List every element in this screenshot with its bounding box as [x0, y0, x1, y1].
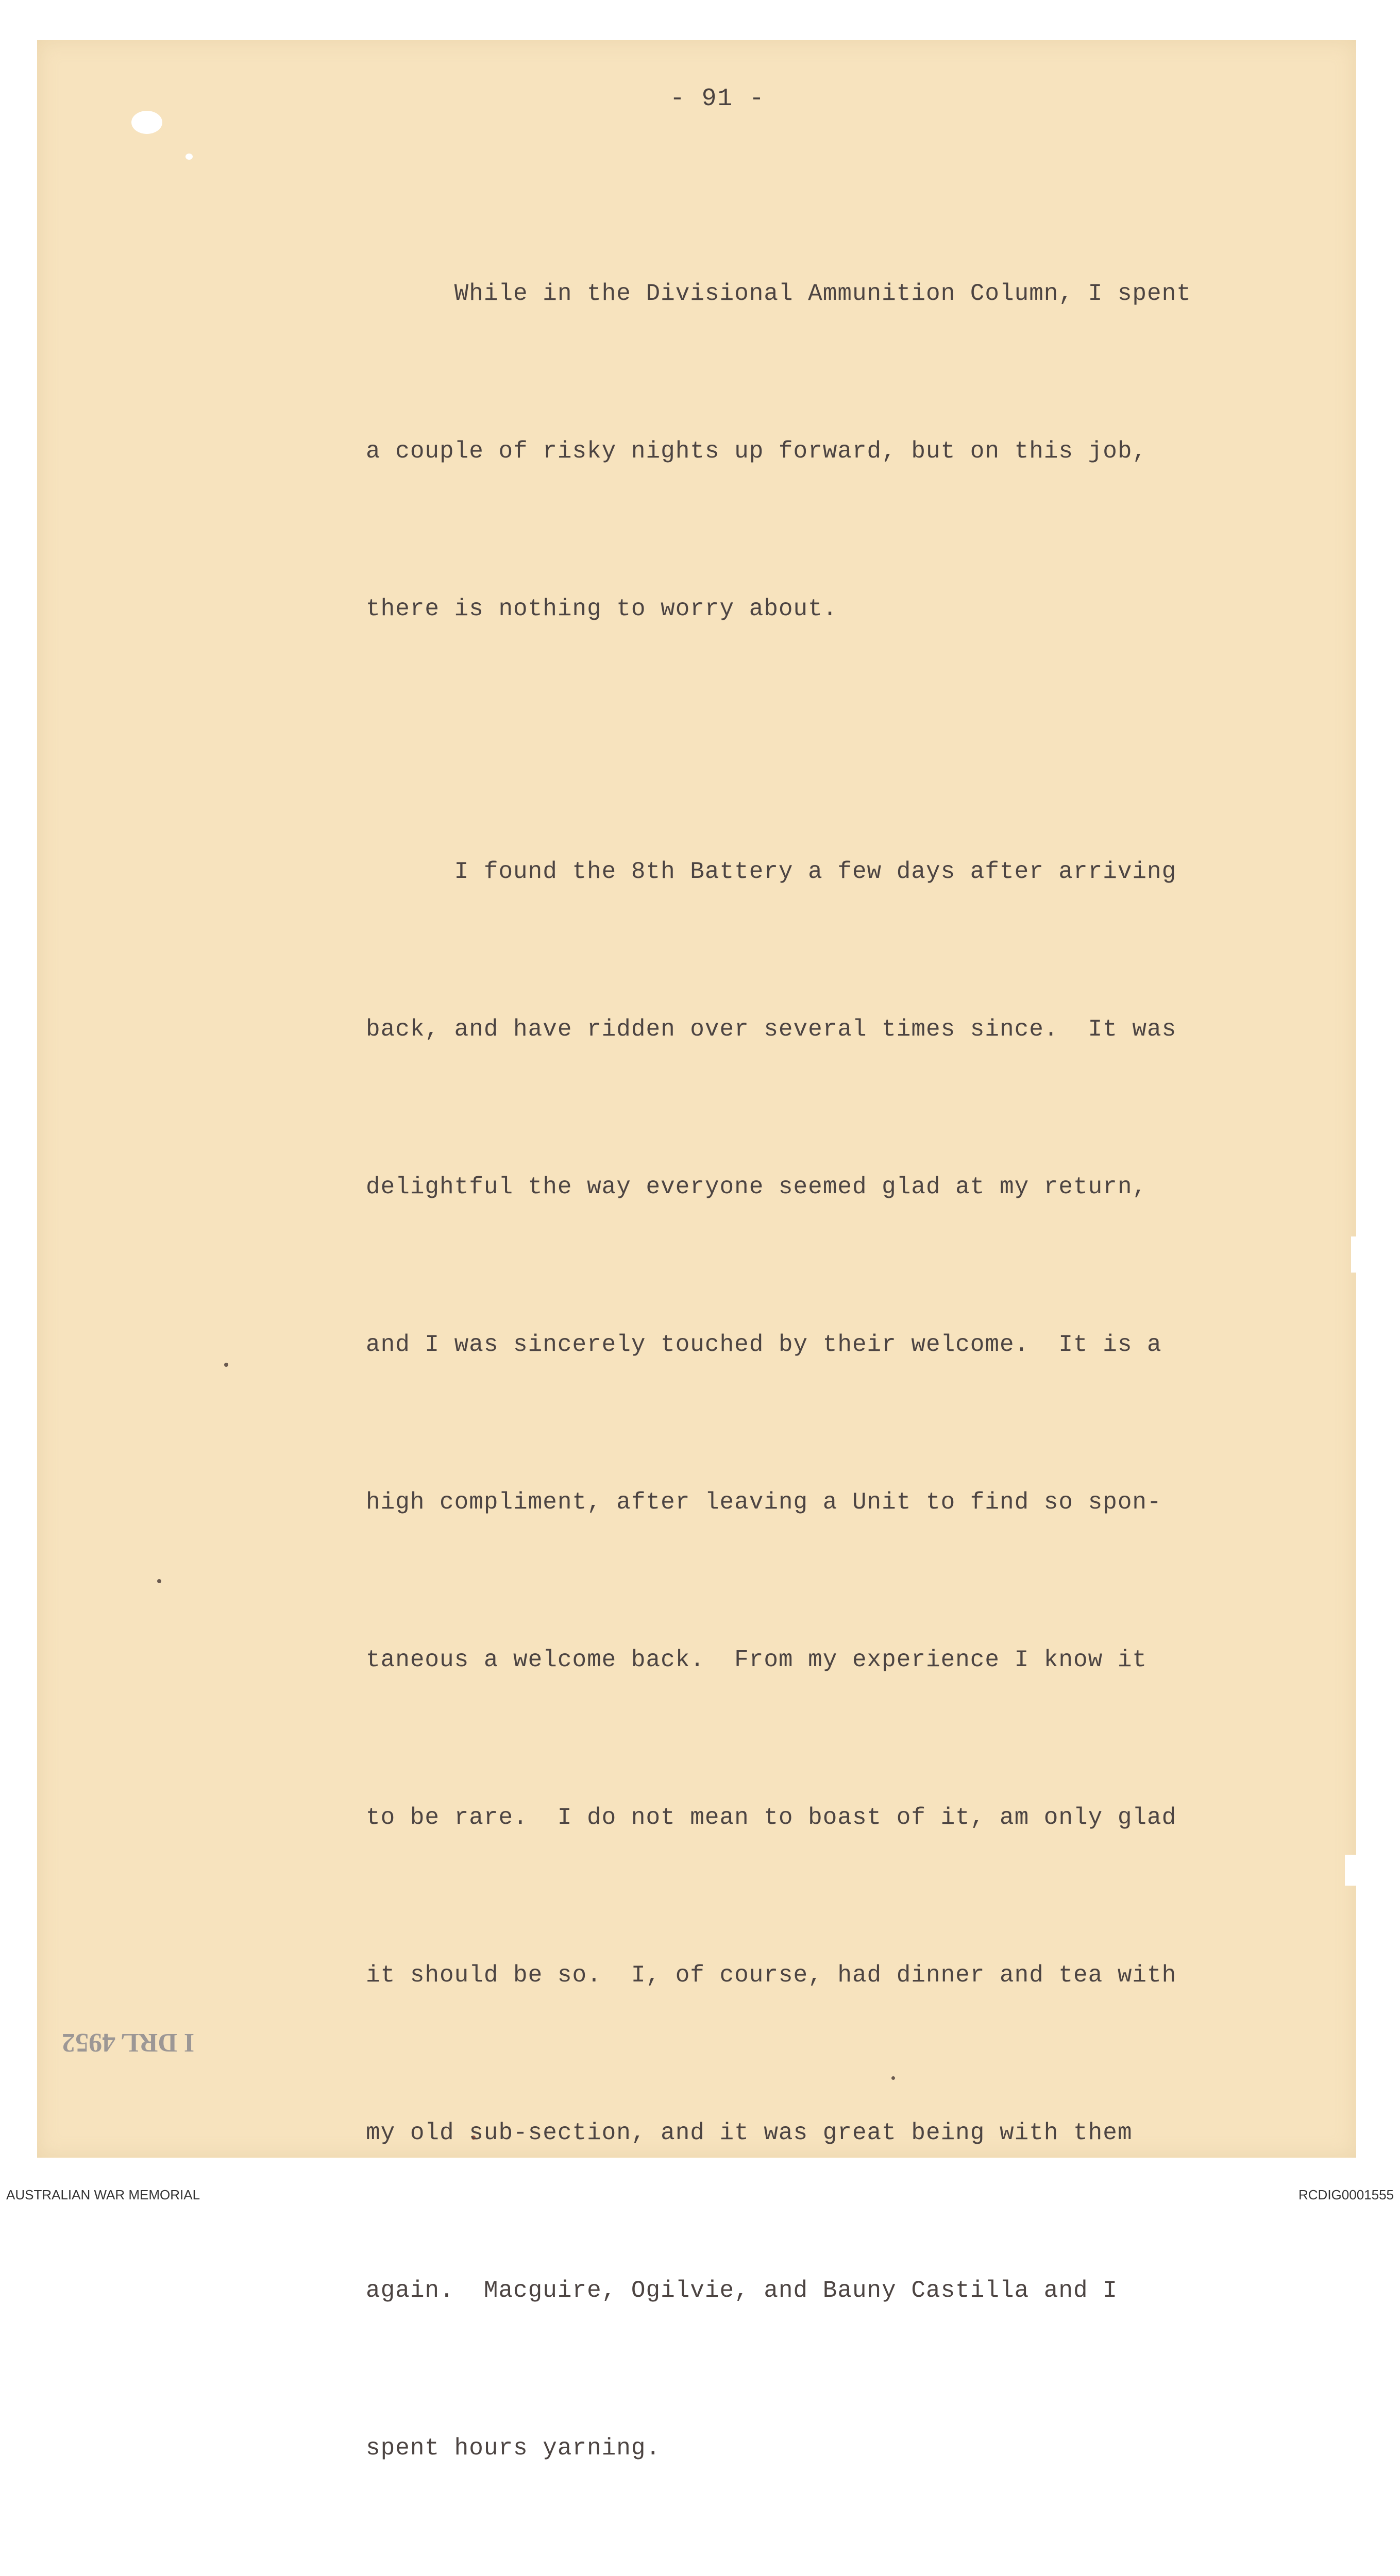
- ink-speck: [157, 1579, 161, 1583]
- paragraph: [366, 162, 1304, 740]
- text-line: taneous a welcome back. From my experience I know it: [366, 1647, 1148, 1673]
- text-line: a couple of risky nights up forward, but on this job,: [366, 438, 1148, 465]
- text-line: back, and have ridden over several times since. It was: [366, 1016, 1177, 1043]
- text-line: to be rare. I do not mean to boast of it, am only glad: [366, 1804, 1177, 1831]
- text-line: delightful the way everyone seemed glad at my return,: [366, 1174, 1148, 1200]
- text-line: high compliment, after leaving a Unit to find so spon-: [366, 1489, 1162, 1516]
- ink-speck: [224, 1363, 228, 1367]
- text-line: I found the 8th Battery a few days after arriving: [366, 858, 1177, 885]
- typed-letter-body: [366, 162, 1304, 2576]
- text-line: my old sub-section, and it was great being with them: [366, 2120, 1133, 2146]
- punch-hole: [131, 111, 162, 134]
- text-line: and I was sincerely touched by their welcome. It is a: [366, 1331, 1162, 1358]
- page-number: - 91 -: [670, 85, 765, 113]
- torn-edge: [1351, 1236, 1367, 1273]
- text-line: it should be so. I, of course, had dinner and tea with: [366, 1962, 1177, 1989]
- punch-hole: [185, 154, 193, 160]
- text-line: While in the Divisional Ammunition Column, I spent: [366, 280, 1191, 307]
- text-line: again. Macguire, Ogilvie, and Bauny Castilla and I: [366, 2277, 1118, 2304]
- footer-institution: AUSTRALIAN WAR MEMORIAL: [6, 2187, 200, 2202]
- footer-record-id: RCDIG0001555: [1298, 2187, 1394, 2202]
- paragraph: [366, 740, 1304, 2576]
- torn-edge: [1345, 1855, 1365, 1886]
- text-line: there is nothing to worry about.: [366, 596, 838, 622]
- archive-stamp: I DRL 4952: [62, 2028, 195, 2057]
- text-line: spent hours yarning.: [366, 2435, 661, 2462]
